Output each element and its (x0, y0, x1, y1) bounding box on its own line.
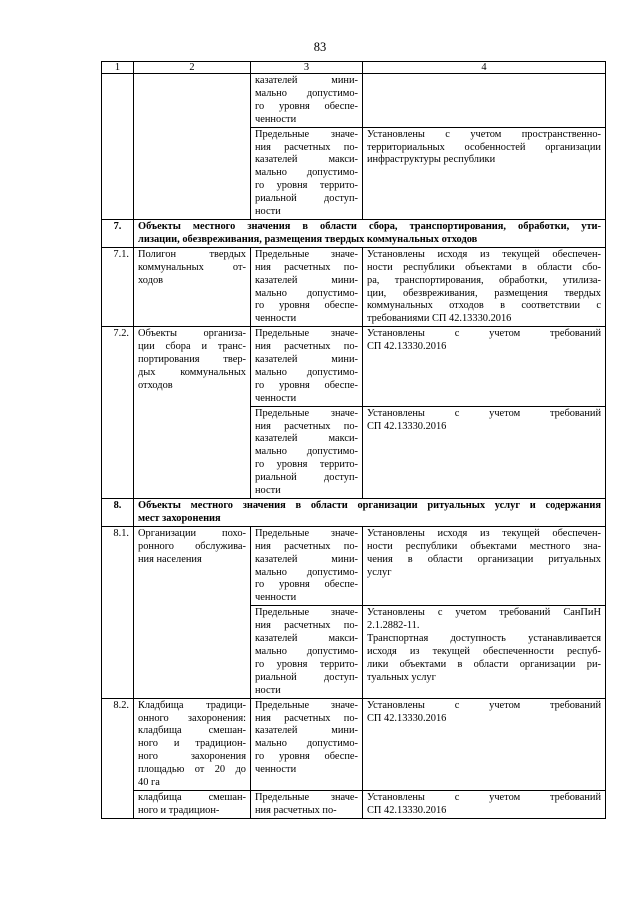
indicator-cell: Предельные значе- ния расчетных по- казателей макси- мально допустимо- го уровня террито- риальной доступ- ности (251, 406, 363, 498)
object-cell: Кладбища традици- онного захоронения: кладбища смешан- ного и традицион- ного захоронения площадью от 20 до 40 га (134, 698, 251, 790)
indicator-cell: Предельные значе- ния расчетных по- казателей мини- мально допустимо- го уровня обеспе- ченности (251, 247, 363, 326)
object-cell: кладбища смешан- ного и традицион- (134, 790, 251, 818)
section-number: 7. (102, 219, 134, 247)
row-number-cell (102, 74, 134, 220)
section-number: 8. (102, 499, 134, 527)
column-number: 3 (251, 62, 363, 74)
standards-table (101, 61, 606, 819)
value-cell: Установлены с учетом требований СП 42.13330.2016 (363, 698, 606, 790)
value-cell: Установлены с учетом требований СанПиН 2.1.2882-11. Транспортная доступность устанавливается исходя из текущей обеспеченности респуб- лики объектами в области организации ри- туальных услуг (363, 606, 606, 698)
table-row (102, 74, 606, 128)
row-number-cell: 7.2. (102, 327, 134, 499)
column-numbers-row (102, 62, 606, 74)
indicator-cell: Предельные значе- ния расчетных по- казателей мини- мально допустимо- го уровня обеспе- ченности (251, 526, 363, 605)
object-cell: Полигон твердых коммунальных от- ходов (134, 247, 251, 326)
table-row (102, 247, 606, 326)
value-cell: Установлены исходя из текущей обеспечен- ности республики объектами местного зна- чения в области организации ритуальных услуг (363, 526, 606, 605)
indicator-cell: Предельные значе- ния расчетных по- (251, 790, 363, 818)
table-row (102, 790, 606, 818)
column-number: 4 (363, 62, 606, 74)
value-cell: Установлены исходя из текущей обеспечен- ности республики объектами в области сбо- ра, транспортирования, обработки, утилиза- ции, обезвреживания, размещения твердых коммунальных отходов в соответствии с требованиями СП 42.13330.2016 (363, 247, 606, 326)
value-cell: Установлены с учетом требований СП 42.13330.2016 (363, 406, 606, 498)
object-cell (134, 74, 251, 220)
indicator-cell: казателей мини- мально допустимо- го уровня обеспе- ченности (251, 74, 363, 128)
indicator-cell: Предельные значе- ния расчетных по- казателей макси- мально допустимо- го уровня террито- риальной доступ- ности (251, 127, 363, 219)
object-cell: Организации похо- ронного обслужива- ния населения (134, 526, 251, 698)
column-number: 2 (134, 62, 251, 74)
section-row (102, 219, 606, 247)
table-row (102, 698, 606, 790)
section-title: Объекты местного значения в области сбора, транспортирования, обработки, ути- лизации, обезвреживания, размещения твердых коммунальных отходов (134, 219, 606, 247)
indicator-cell: Предельные значе- ния расчетных по- казателей мини- мально допустимо- го уровня обеспе- ченности (251, 327, 363, 406)
row-number-cell: 7.1. (102, 247, 134, 326)
object-cell: Объекты организа- ции сбора и транс- портирования твер- дых коммунальных отходов (134, 327, 251, 499)
table-row (102, 526, 606, 605)
value-cell: Установлены с учетом пространственно- территориальных особенностей организации инфраструктуры республики (363, 127, 606, 219)
value-cell: Установлены с учетом требований СП 42.13330.2016 (363, 790, 606, 818)
page-number: 83 (313, 40, 327, 54)
row-number-cell: 8.1. (102, 526, 134, 698)
indicator-cell: Предельные значе- ния расчетных по- казателей макси- мально допустимо- го уровня террито- риальной доступ- ности (251, 606, 363, 698)
column-number: 1 (102, 62, 134, 74)
row-number-cell: 8.2. (102, 698, 134, 818)
value-cell: Установлены с учетом требований СП 42.13330.2016 (363, 327, 606, 406)
section-row (102, 499, 606, 527)
value-cell (363, 74, 606, 128)
section-title: Объекты местного значения в области организации ритуальных услуг и содержания мест захоронения (134, 499, 606, 527)
table-row (102, 327, 606, 406)
indicator-cell: Предельные значе- ния расчетных по- казателей мини- мально допустимо- го уровня обеспе- ченности (251, 698, 363, 790)
